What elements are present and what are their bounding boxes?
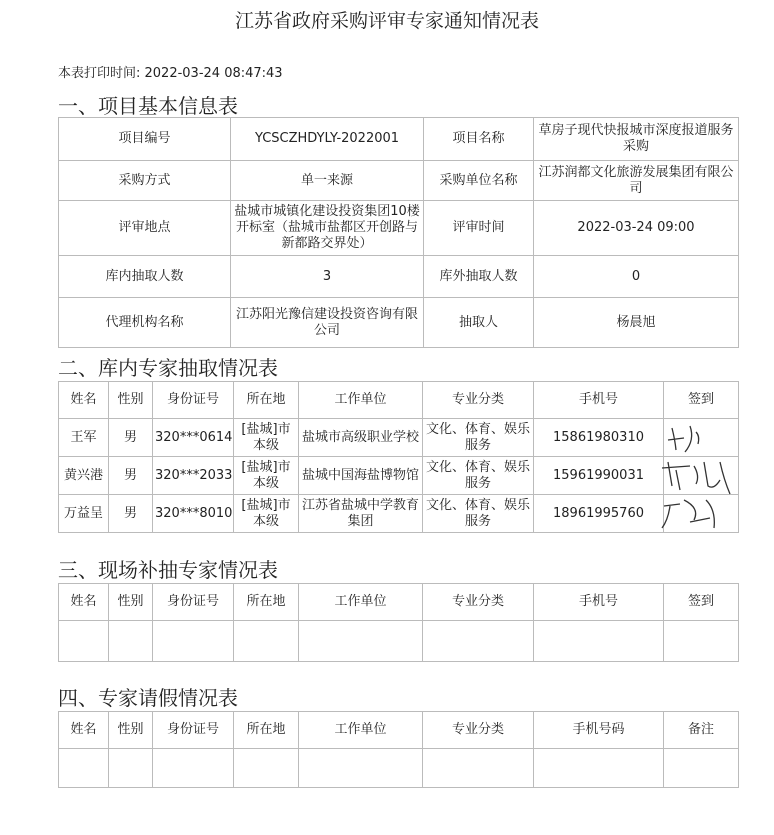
table-cell: 320***2033 — [153, 457, 234, 495]
table-cell: 盐城市高级职业学校 — [299, 419, 423, 457]
column-header: 专业分类 — [423, 712, 534, 749]
info-value: 江苏润都文化旅游发展集团有限公司 — [534, 161, 739, 201]
info-label: 库内抽取人数 — [59, 256, 231, 298]
signature-wang — [668, 426, 699, 452]
column-header: 专业分类 — [423, 382, 534, 419]
table-cell: 江苏省盐城中学教育集团 — [299, 495, 423, 533]
info-label: 抽取人 — [424, 298, 534, 348]
table-cell: 万益呈 — [59, 495, 109, 533]
table-cell: [盐城]市本级 — [234, 495, 299, 533]
table-cell: 320***8010 — [153, 495, 234, 533]
column-header: 身份证号 — [153, 712, 234, 749]
info-label: 项目名称 — [424, 118, 534, 161]
table-cell: 15961990031 — [534, 457, 664, 495]
info-value: 草房子现代快报城市深度报道服务采购 — [534, 118, 739, 161]
column-header: 身份证号 — [153, 382, 234, 419]
page-title: 江苏省政府采购评审专家通知情况表 — [234, 10, 539, 32]
info-value: 3 — [231, 256, 424, 298]
print-time: 本表打印时间: 2022-03-24 08:47:43 — [58, 66, 283, 81]
table-cell: 王军 — [59, 419, 109, 457]
column-header: 姓名 — [59, 712, 109, 749]
info-label: 代理机构名称 — [59, 298, 231, 348]
info-label: 采购方式 — [59, 161, 231, 201]
column-header: 姓名 — [59, 382, 109, 419]
column-header: 性别 — [109, 712, 153, 749]
column-header: 所在地 — [234, 584, 299, 621]
table-cell: 320***0614 — [153, 419, 234, 457]
column-header: 签到 — [664, 584, 739, 621]
info-value: 2022-03-24 09:00 — [534, 201, 739, 256]
info-value: 盐城市城镇化建设投资集团10楼开标室（盐城市盐都区开创路与新都路交界处） — [231, 201, 424, 256]
info-value: 0 — [534, 256, 739, 298]
table-cell: 文化、体育、娱乐服务 — [423, 495, 534, 533]
table-cell: 男 — [109, 457, 153, 495]
column-header: 手机号码 — [534, 712, 664, 749]
column-header: 备注 — [664, 712, 739, 749]
column-header: 工作单位 — [299, 382, 423, 419]
column-header: 姓名 — [59, 584, 109, 621]
column-header: 身份证号 — [153, 584, 234, 621]
info-label: 库外抽取人数 — [424, 256, 534, 298]
info-value: YCSCZHDYLY-2022001 — [231, 118, 424, 161]
table-cell: 文化、体育、娱乐服务 — [423, 419, 534, 457]
signature-wan — [662, 500, 714, 528]
column-header: 所在地 — [234, 712, 299, 749]
column-header: 专业分类 — [423, 584, 534, 621]
table-cell: 黄兴港 — [59, 457, 109, 495]
signature-huang — [662, 462, 730, 494]
column-header: 手机号 — [534, 382, 664, 419]
column-header: 性别 — [109, 382, 153, 419]
column-header: 工作单位 — [299, 712, 423, 749]
table-cell: 文化、体育、娱乐服务 — [423, 457, 534, 495]
section-title: 三、现场补抽专家情况表 — [58, 558, 278, 582]
table-cell: [盐城]市本级 — [234, 457, 299, 495]
table-cell: 男 — [109, 419, 153, 457]
info-value: 杨晨旭 — [534, 298, 739, 348]
info-label: 评审时间 — [424, 201, 534, 256]
info-label: 采购单位名称 — [424, 161, 534, 201]
info-value: 单一来源 — [231, 161, 424, 201]
table-cell: 男 — [109, 495, 153, 533]
column-header: 性别 — [109, 584, 153, 621]
info-value: 江苏阳光豫信建设投资咨询有限公司 — [231, 298, 424, 348]
table-cell: 18961995760 — [534, 495, 664, 533]
table-cell: 15861980310 — [534, 419, 664, 457]
column-header: 手机号 — [534, 584, 664, 621]
table-cell: 盐城中国海盐博物馆 — [299, 457, 423, 495]
section-title: 四、专家请假情况表 — [58, 686, 238, 710]
section-title: 二、库内专家抽取情况表 — [58, 356, 278, 380]
section-title: 一、项目基本信息表 — [58, 94, 238, 118]
column-header: 工作单位 — [299, 584, 423, 621]
column-header: 所在地 — [234, 382, 299, 419]
table-cell: [盐城]市本级 — [234, 419, 299, 457]
column-header: 签到 — [664, 382, 739, 419]
info-label: 评审地点 — [59, 201, 231, 256]
info-label: 项目编号 — [59, 118, 231, 161]
